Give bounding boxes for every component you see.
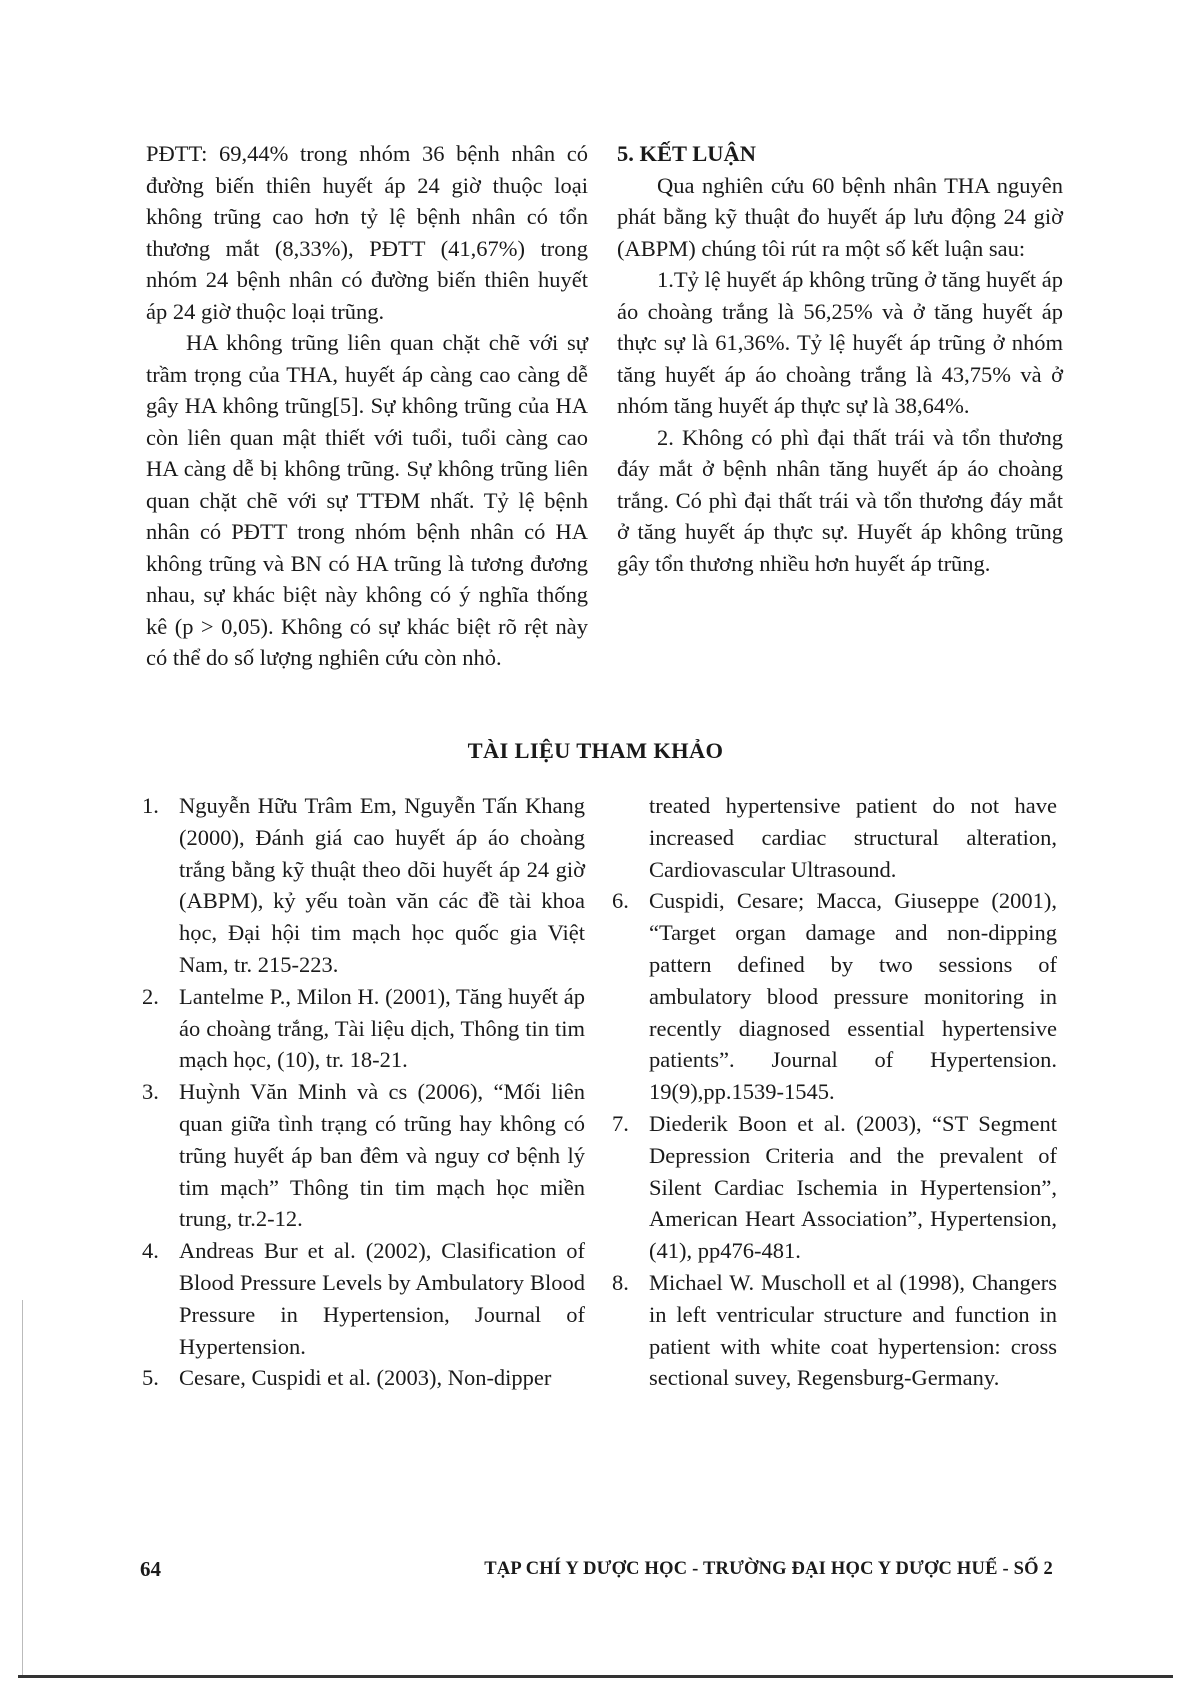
conclusion-paragraph-2: 1.Tỷ lệ huyết áp không trũng ở tăng huyết áp áo choàng trắng là 56,25% và ở tăng huyết áp thực sự là 61,36%. Tỷ lệ huyết áp trũng ở nhóm tăng huyết áp áo choàng trắng là 43,75% và ở nhóm tăng huyết áp thực sự là 38,64%. [617,267,1063,418]
reference-number: 1. [142,793,159,818]
references-title: TÀI LIỆU THAM KHẢO [467,738,724,763]
reference-number: 2. [142,983,159,1009]
reference-text: Cuspidi, Cesare; Macca, Giuseppe (2001), “Target organ damage and non-dipping pattern defined by two sessions of ambulatory blood pressure monitoring in recently diagnosed essential hypertensive patients”. Journal of Hypertension. 19(9),pp.1539-1545. [649,888,1057,1105]
conclusion-paragraph-3: 2. Không có phì đại thất trái và tổn thương đáy mắt ở bệnh nhân tăng huyết áp áo choàng trắng. Có phì đại thất trái và tổn thương đáy mắt ở tăng huyết áp thực sự. Huyết áp không trũng gây tổn thương nhiều hơn huyết áp trũng. [617,424,1063,576]
page-number: 64 [140,1557,161,1581]
reference-text: Lantelme P., Milon H. (2001), Tăng huyết áp áo choàng trắng, Tài liệu dịch, Thông tin tim mạch học, (10), tr. 18-21. [179,983,585,1073]
references-right-column [612,790,1057,1394]
reference-item [612,1267,1057,1394]
reference-text: Andreas Bur et al. (2002), Clasification of Blood Pressure Levels by Ambulatory Blood Pressure in Hypertension, Journal of Hypertension. [179,1238,585,1359]
reference-number: 6. [612,888,629,914]
reference-number: 5. [142,1365,159,1391]
reference-item [612,1108,1057,1267]
discussion-paragraph-2: HA không trũng liên quan chặt chẽ với sự trầm trọng của THA, huyết áp càng cao càng dễ gây HA không trũng[5]. Sự không trũng của HA còn liên quan mật thiết với tuổi, tuổi càng cao HA càng dễ bị không trũng. Sự không trũng liên quan chặt chẽ với sự TTĐM nhất. Tỷ lệ bệnh nhân có PĐTT trong nhóm bệnh nhân có HA không trũng và BN có HA trũng là tương đương nhau, sự khác biệt này không có ý nghĩa thống kê (p > 0,05). Không có sự khác biệt rõ rệt này có thể do số lượng nghiên cứu còn nhỏ. [146,330,588,670]
reference-number: 8. [612,1269,629,1295]
reference-item [142,790,585,981]
references-left-column [142,790,585,1394]
reference-item [612,885,1057,1108]
reference-text: Cesare, Cuspidi et al. (2003), Non-dipper [179,1365,552,1391]
reference-continuation: treated hypertensive patient do not have increased cardiac structural alteration, Cardiovascular Ultrasound. [649,793,1057,882]
scan-edge-line [22,1300,23,1675]
reference-item [142,981,585,1076]
reference-number: 7. [612,1110,629,1136]
conclusion-column [617,138,1063,579]
conclusion-paragraph-1: Qua nghiên cứu 60 bệnh nhân THA nguyên phát bằng kỹ thuật đo huyết áp lưu động 24 giờ (ABPM) chúng tôi rút ra một số kết luận sau: [617,172,1063,261]
reference-number: 4. [142,1238,159,1264]
discussion-paragraph-1: PĐTT: 69,44% trong nhóm 36 bệnh nhân có đường biến thiên huyết áp 24 giờ thuộc loại không trũng cao hơn tỷ lệ bệnh nhân có tổn thương mắt (8,33%), PĐTT (41,67%) trong nhóm 24 bệnh nhân có đường biến thiên huyết áp 24 giờ thuộc loại trũng. [146,141,588,324]
reference-number: 3. [142,1079,159,1105]
discussion-column [146,138,588,674]
journal-footer: TẠP CHÍ Y DƯỢC HỌC - TRƯỜNG ĐẠI HỌC Y DƯỢC HUẾ - SỐ 2 [484,1559,1053,1579]
reference-item [142,1076,585,1235]
reference-text: Michael W. Muscholl et al (1998), Changers in left ventricular structure and function in patient with white coat hypertension: cross sectional suvey, Regensburg-Germany. [649,1269,1057,1391]
reference-text: Huỳnh Văn Minh và cs (2006), “Mối liên quan giữa tình trạng có trũng hay không có trũng huyết áp ban đêm và nguy cơ bệnh lý tim mạch” Thông tin tim mạch học miền trung, tr.2-12. [179,1079,585,1232]
reference-item [142,1235,585,1362]
conclusion-heading: 5. KẾT LUẬN [617,141,756,166]
reference-text: Diederik Boon et al. (2003), “ST Segment Depression Criteria and the prevalent of Silent Cardiac Ischemia in Hypertension”, American Heart Association”, Hypertension, (41), pp476-481. [649,1110,1057,1264]
bottom-rule [18,1675,1173,1678]
reference-text: Nguyễn Hữu Trâm Em, Nguyễn Tấn Khang (2000), Đánh giá cao huyết áp áo choàng trắng bằng kỹ thuật theo dõi huyết áp 24 giờ (ABPM), kỷ yếu toàn văn các đề tài khoa học, Đại hội tim mạch học quốc gia Việt Nam, tr. 215-223. [179,793,585,977]
reference-item [142,1362,585,1394]
